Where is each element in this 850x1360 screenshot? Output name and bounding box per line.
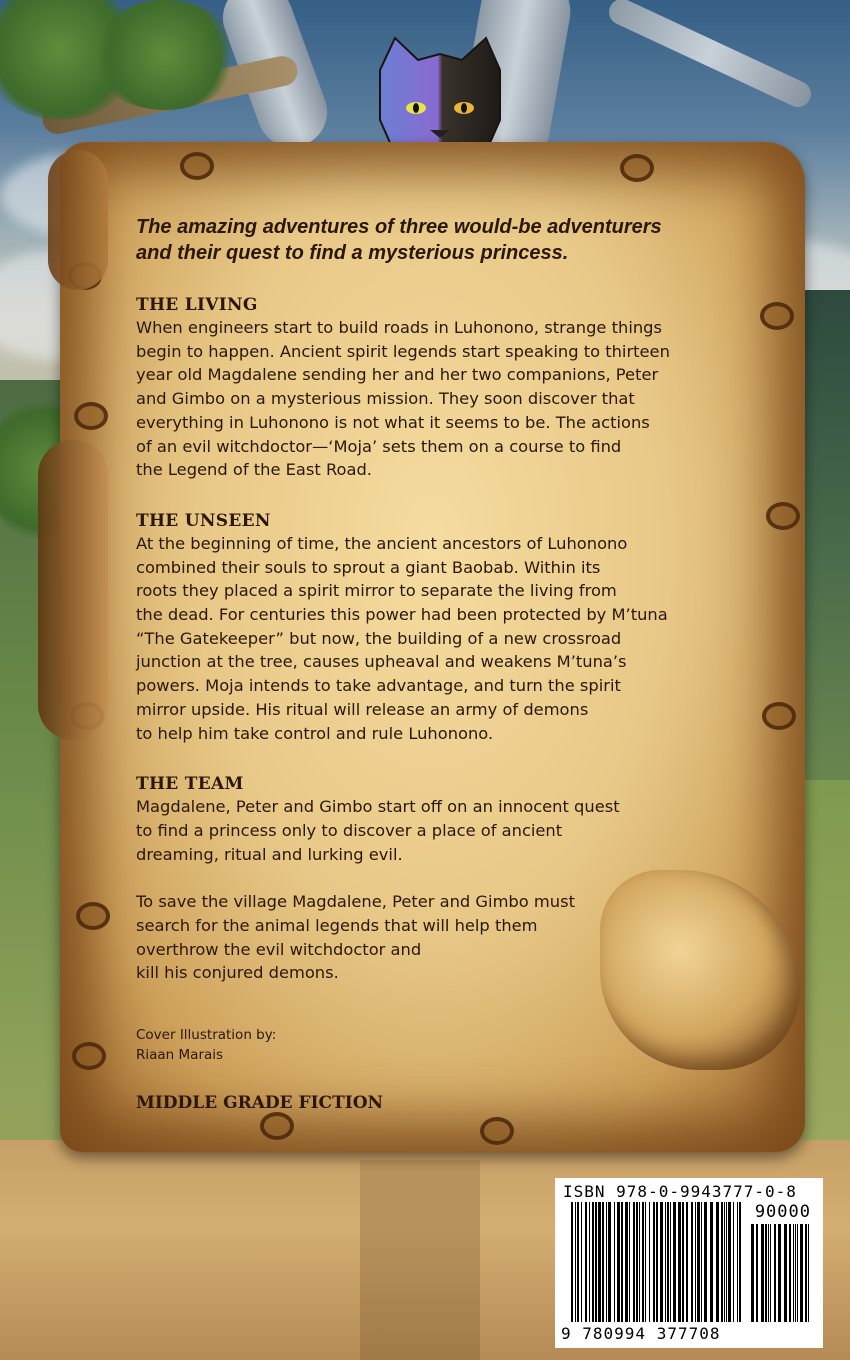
- price-barcode-bars: [751, 1224, 811, 1322]
- leopard-spot: [766, 502, 800, 530]
- leopard-spot: [180, 152, 214, 180]
- barcode-bars: [571, 1202, 743, 1322]
- tagline: The amazing adventures of three would-be adventurers and their quest to find a mysterious princess.: [136, 216, 662, 264]
- section-the-team: [136, 773, 736, 985]
- leopard-spot: [762, 702, 796, 730]
- leopard-spot: [72, 1042, 106, 1070]
- scroll-curl: [48, 150, 108, 290]
- price-code: 90000: [754, 1202, 811, 1222]
- section-body: Magdalene, Peter and Gimbo start off on an innocent quest to find a princess only to discover a place of ancient dreaming, ritual and lurking evil.: [136, 797, 620, 864]
- section-heading: THE UNSEEN: [136, 510, 271, 531]
- section-the-unseen: [136, 510, 736, 745]
- illustration-credit: Cover Illustration by: Riaan Marais: [136, 1027, 277, 1064]
- leopard-spot: [76, 902, 110, 930]
- barcode-digits: 9 780994 377708: [561, 1324, 721, 1343]
- section-body: When engineers start to build roads in Luhonono, strange things begin to happen. Ancient spirit legends start speaking to thirteen year old Magdalene sending her and her two companions, Peter and Gimbo on a mysterious mission. They soon discover that everything in Luhonono is not what it seems to be. The actions of an evil witchdoctor—‘Moja’ sets them on a course to find the Legend of the East Road.: [136, 318, 670, 480]
- back-cover-text: [136, 214, 736, 1113]
- road-track: [360, 1160, 480, 1360]
- genre-label: MIDDLE GRADE FICTION: [136, 1093, 384, 1114]
- leopard-spot: [74, 402, 108, 430]
- isbn-barcode: [555, 1178, 823, 1348]
- leopard-spot: [760, 302, 794, 330]
- section-body-continued: To save the village Magdalene, Peter and Gimbo must search for the animal legends that will help them overthrow the evil witchdoctor and kill his conjured demons.: [136, 892, 575, 983]
- section-the-living: [136, 294, 736, 482]
- leopard-spot: [480, 1117, 514, 1145]
- leopard-spot: [620, 154, 654, 182]
- isbn-number: ISBN 978-0-9943777-0-8: [563, 1182, 797, 1201]
- section-body: At the beginning of time, the ancient ancestors of Luhonono combined their souls to sprout a giant Baobab. Within its roots they placed a spirit mirror to separate the living from the dead. For centuries this power had been protected by M’tuna “The Gatekeeper” but now, the building of a new crossroad junction at the tree, causes upheaval and weakens M’tuna’s powers. Moja intends to take advantage, and turn the spirit mirror upside. His ritual will release an army of demons to help him take control and rule Luhonono.: [136, 533, 668, 743]
- foliage: [90, 0, 240, 110]
- section-heading: THE LIVING: [136, 295, 258, 315]
- section-heading: THE TEAM: [136, 774, 244, 795]
- scroll-curl: [38, 440, 108, 740]
- leopard-spot: [260, 1112, 294, 1140]
